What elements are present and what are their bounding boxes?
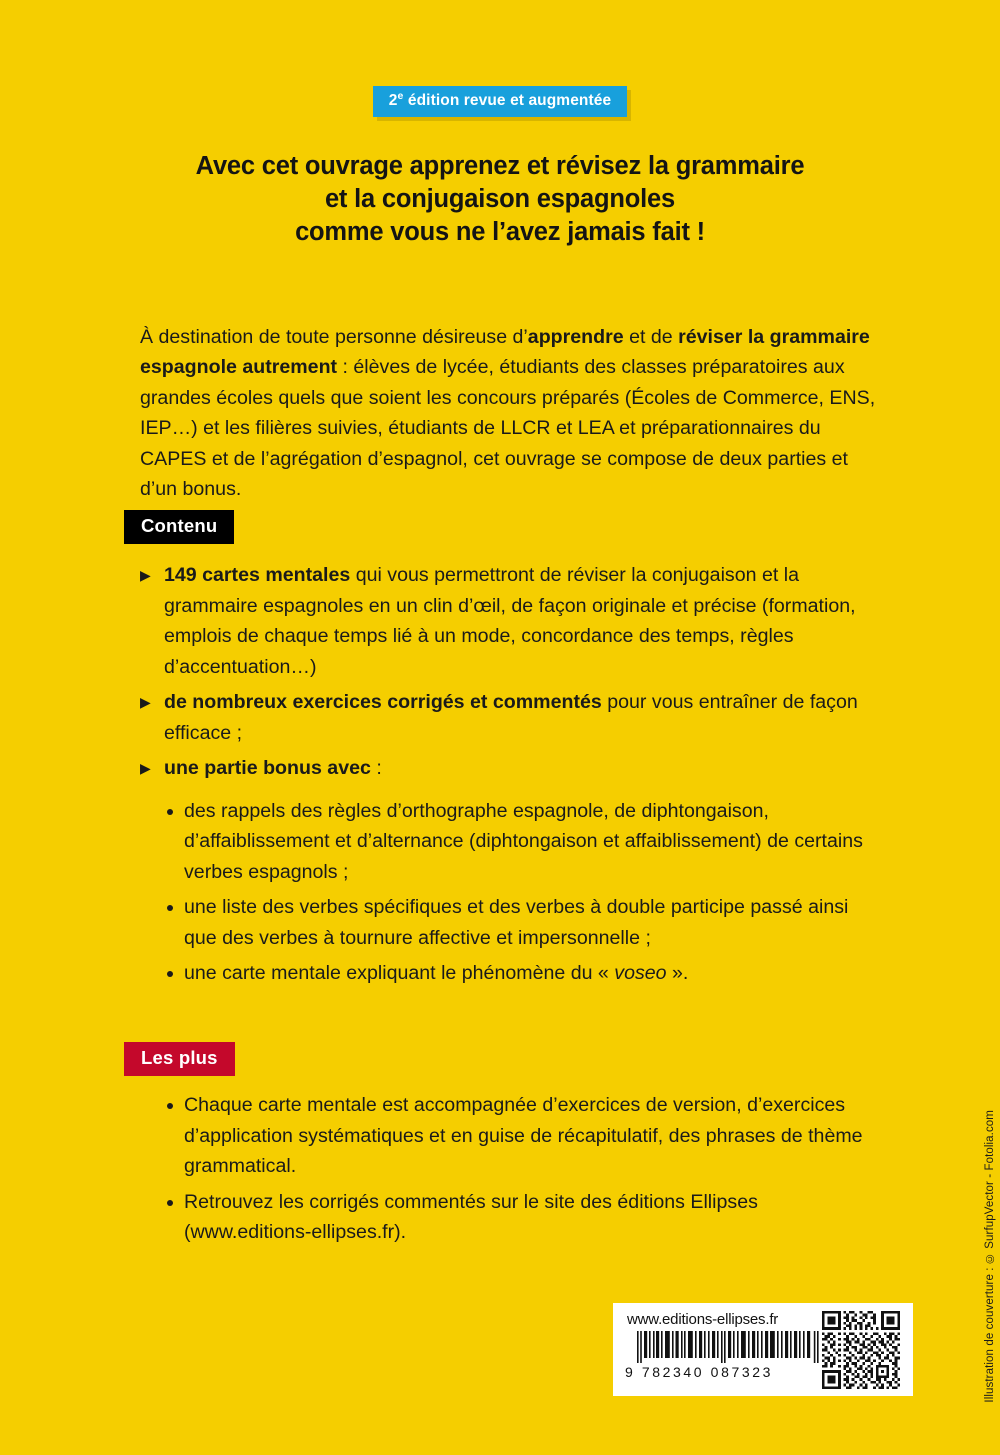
dot-bullet-icon [167,1200,173,1206]
cover-illustration-credit: Illustration de couverture : © SurfupVector - Fotolia.com [984,1110,996,1403]
headline [100,150,900,249]
intro-text-part-3: : élèves de lycée, étudiants des classes préparatoires aux grandes écoles quels que soient les concours préparés (Écoles de Commerce, ENS, IEP…) et les filières suivies, étudiants de LLCR et LEA et préparationnaires du CAPES et de l’agrégation d’espagnol, cet ouvrage se compose de deux parties et d’un bonus. [140,356,876,501]
section-badge-contenu: Contenu [124,510,234,544]
edition-badge-superscript: e [397,89,404,102]
list-item-text-before: une carte mentale expliquant le phénomène du « [184,962,615,984]
list-item [163,958,880,989]
dot-bullet-icon [167,809,173,815]
list-item [163,796,880,888]
section-badge-les-plus: Les plus [124,1042,235,1076]
list-item-text: Retrouvez les corrigés commentés sur le site des éditions Ellipses (www.editions-ellipses.fr). [184,1190,758,1243]
dot-bullet-icon [167,971,173,977]
intro-text-part-2: et de [623,325,679,348]
list-item [140,560,880,682]
list-item [163,1090,883,1182]
list-item-bold: de nombreux exercices corrigés et commentés [164,691,602,713]
barcode-block [613,1303,913,1396]
intro-paragraph [140,322,880,505]
intro-bold-reviser: réviser la grammaire espagnole autrement [140,325,870,379]
qr-code-icon [820,1311,902,1389]
list-item-text: des rappels des règles d’orthographe espagnole, de diphtongaison, d’affaiblissement et d’alternance (diphtongaison et affaiblissement) de certains verbes espagnols ; [184,799,863,883]
list-item-bold: 149 cartes mentales [164,564,351,586]
publisher-url: www.editions-ellipses.fr [627,1311,779,1328]
dot-bullet-icon [167,905,173,911]
contenu-list [140,560,880,994]
edition-badge [373,86,627,117]
edition-badge-label: édition revue et augmentée [403,92,612,109]
arrow-bullet-icon: ▶ [140,760,151,776]
list-item-text: qui vous permettront de réviser la conjugaison et la grammaire espagnoles en un clin d’œil, de façon originale et précise (formation, emplois de chaque temps lié à un mode, concordance des temps, règles d’accentuation…) [164,564,856,678]
edition-badge-row [0,86,1000,117]
list-item [163,892,880,953]
list-item [163,1187,883,1248]
les-plus-list [163,1090,883,1253]
list-item-text: pour vous entraîner de façon efficace ; [164,691,858,744]
arrow-bullet-icon: ▶ [140,694,151,710]
intro-text-part-1: À destination de toute personne désireuse d’ [140,325,528,348]
headline-line-2: et la conjugaison espagnoles [324,185,676,213]
intro-bold-apprendre: apprendre [527,325,624,348]
list-item-text: Chaque carte mentale est accompagnée d’exercices de version, d’exercices d’application systématiques et en guise de récapitulatif, des phrases de thème grammatical. [184,1094,863,1177]
list-item-bold: une partie bonus avec [164,757,371,779]
barcode-area [613,1303,818,1396]
ean13-barcode-icon [637,1331,819,1363]
isbn-digits: 9 782340 087323 [625,1364,773,1380]
list-item [140,687,880,748]
list-item-text: une liste des verbes spécifiques et des verbes à double participe passé ainsi que des verbes à tournure affective et impersonnelle ; [184,896,849,949]
headline-line-1: Avec cet ouvrage apprenez et révisez la grammaire [195,152,805,180]
list-item [140,753,880,784]
edition-badge-prefix: 2 [388,92,398,109]
arrow-bullet-icon: ▶ [140,567,151,583]
headline-line-3: comme vous ne l’avez jamais fait ! [295,218,705,246]
list-item-italic-voseo: voseo [614,962,667,984]
dot-bullet-icon [167,1103,173,1109]
list-item-text: : [370,757,382,779]
contenu-sublist [163,796,880,989]
list-item-text-after: ». [666,962,689,984]
